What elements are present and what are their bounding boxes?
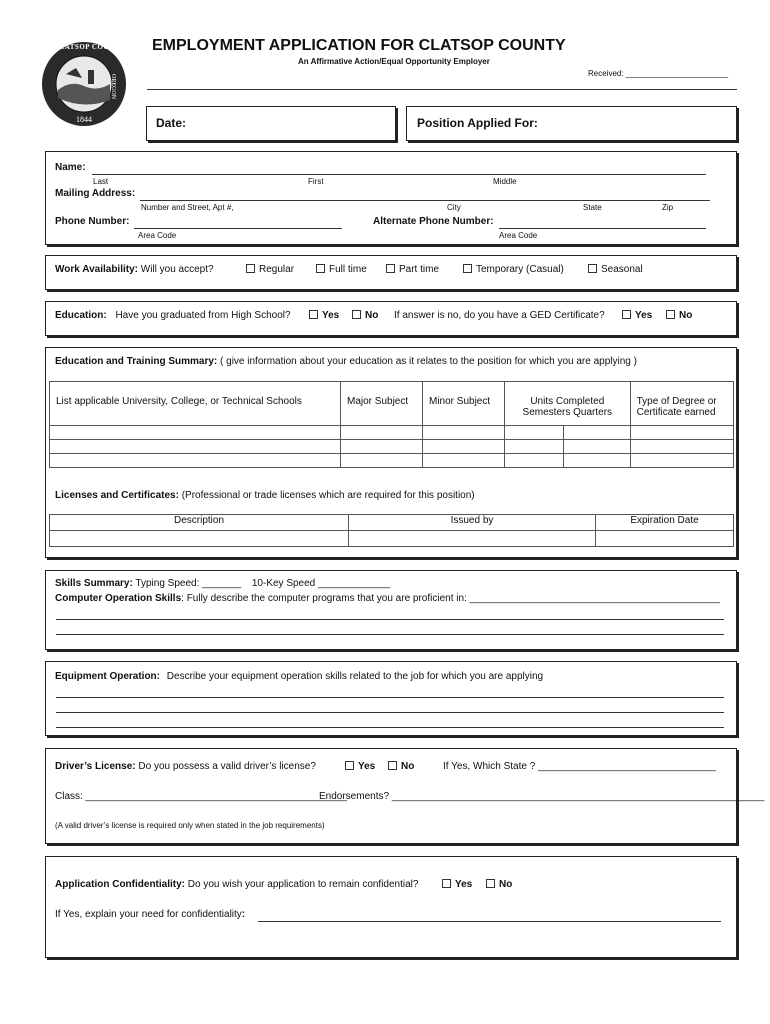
confidential-explain-label: If Yes, explain your need for confidentiality: [55, 909, 242, 920]
ged-yes[interactable]: Yes: [622, 310, 652, 321]
licenses-row: [55, 490, 475, 501]
confidential-explain-row: If Yes, explain your need for confidentiality:: [55, 909, 246, 920]
checkbox-icon: [486, 879, 495, 888]
ged-no[interactable]: No: [666, 310, 692, 321]
personal-info-section: [45, 151, 737, 245]
checkbox-icon: [316, 264, 325, 273]
header-rule: [147, 89, 737, 90]
phone-label: Phone Number:: [55, 216, 130, 227]
name-input-line[interactable]: [92, 174, 706, 175]
confidential-label: Application Confidentiality:: [55, 879, 185, 890]
checkbox-icon: [463, 264, 472, 273]
confidential-question: Do you wish your application to remain confidential?: [187, 879, 419, 890]
state-hint: State: [583, 203, 602, 212]
training-header-row: [50, 382, 734, 426]
seal-text-top: CLATSOP COUNTY: [54, 43, 126, 51]
area-code-hint-2: Area Code: [499, 231, 538, 240]
date-label: Date:: [156, 116, 187, 130]
seal-text-side: OREGON: [110, 74, 116, 99]
col-schools: List applicable University, College, or Technical Schools: [50, 382, 341, 426]
form-subtitle: An Affirmative Action/Equal Opportunity Employer: [298, 57, 490, 66]
name-label: Name:: [55, 162, 86, 173]
education-label: Education:: [55, 310, 107, 321]
alt-phone-input-line[interactable]: [499, 228, 706, 229]
confidential-section: [45, 856, 737, 958]
checkbox-icon: [666, 310, 675, 319]
skills-label: Skills Summary:: [55, 578, 133, 589]
ged-question: If answer is no, do you have a GED Certificate?: [394, 310, 605, 321]
checkbox-icon: [388, 761, 397, 770]
driver-row: [55, 761, 316, 772]
equipment-line-1[interactable]: [56, 697, 724, 698]
seal-graphic: [36, 40, 132, 128]
typing-speed-field[interactable]: Typing Speed: _______: [135, 578, 242, 589]
equipment-section: [45, 661, 737, 736]
option-regular[interactable]: Regular: [246, 264, 294, 275]
street-hint: Number and Street, Apt #,: [141, 203, 234, 212]
zip-hint: Zip: [662, 203, 674, 212]
option-temporary[interactable]: Temporary (Casual): [463, 264, 564, 275]
form-title: EMPLOYMENT APPLICATION FOR CLATSOP COUNTY: [152, 37, 566, 54]
education-section: [45, 301, 737, 336]
col-minor: Minor Subject: [423, 382, 505, 426]
equipment-label: Equipment Operation:: [55, 671, 160, 682]
driver-section: [45, 748, 765, 844]
driver-class-field[interactable]: Class: _______________________________________________: [55, 791, 347, 802]
licenses-table: [49, 514, 734, 547]
last-hint: Last: [93, 177, 109, 186]
licenses-label: Licenses and Certificates:: [55, 490, 179, 501]
position-box[interactable]: [406, 106, 737, 141]
col-degree: Type of Degree or Certificate earned: [630, 382, 733, 426]
col-units: Units Completed Semesters Quarters: [505, 382, 631, 426]
training-label: Education and Training Summary:: [55, 356, 218, 367]
date-box[interactable]: [146, 106, 396, 141]
computer-skills-question[interactable]: : Fully describe the computer programs that you are proficient in: _____________________________________________: [181, 593, 720, 604]
mailing-input-line[interactable]: [140, 200, 710, 201]
received-field[interactable]: Received: _______________________: [588, 69, 729, 78]
checkbox-icon: [309, 310, 318, 319]
option-seasonal[interactable]: Seasonal: [588, 264, 643, 275]
checkbox-icon: [352, 310, 361, 319]
licenses-desc: (Professional or trade licenses which are required for this position): [181, 490, 475, 501]
position-label: Position Applied For:: [417, 116, 538, 130]
availability-label: Work Availability:: [55, 264, 138, 275]
skills-section: [45, 570, 737, 650]
option-full-time[interactable]: Full time: [316, 264, 367, 275]
checkbox-icon: [442, 879, 451, 888]
driver-yes[interactable]: Yes: [345, 761, 375, 772]
computer-line-2[interactable]: [56, 634, 724, 635]
computer-skills-label: Computer Operation Skills: [55, 593, 182, 604]
table-row[interactable]: [50, 426, 734, 440]
availability-row: [55, 264, 214, 275]
equipment-line-3[interactable]: [56, 727, 724, 728]
checkbox-icon: [622, 310, 631, 319]
driver-label: Driver’s License:: [55, 761, 136, 772]
middle-hint: Middle: [493, 177, 517, 186]
driver-state-field[interactable]: If Yes, Which State ? ________________________________: [443, 761, 717, 772]
equipment-row: [55, 671, 543, 682]
equipment-line-2[interactable]: [56, 712, 724, 713]
availability-question: Will you accept?: [140, 264, 214, 275]
computer-line-1[interactable]: [56, 619, 724, 620]
driver-question: Do you possess a valid driver’s license?: [138, 761, 316, 772]
seal-year: 1844: [76, 115, 92, 124]
hs-yes[interactable]: Yes: [309, 310, 339, 321]
col-major: Major Subject: [341, 382, 423, 426]
driver-note: (A valid driver’s license is required only when stated in the job requirements): [55, 821, 325, 830]
checkbox-icon: [386, 264, 395, 273]
table-row[interactable]: [50, 454, 734, 468]
option-part-time[interactable]: Part time: [386, 264, 439, 275]
mailing-label: Mailing Address:: [55, 188, 136, 199]
tenkey-speed-field[interactable]: 10-Key Speed _____________: [251, 578, 391, 589]
city-hint: City: [447, 203, 461, 212]
checkbox-icon: [345, 761, 354, 770]
availability-section: [45, 255, 737, 290]
checkbox-icon: [246, 264, 255, 273]
driver-no[interactable]: No: [388, 761, 414, 772]
county-seal: [36, 40, 132, 128]
first-hint: First: [308, 177, 324, 186]
checkbox-icon: [588, 264, 597, 273]
col-issued-by: Issued by: [349, 515, 596, 531]
alt-phone-label: Alternate Phone Number:: [373, 216, 494, 227]
typing-row: [55, 578, 390, 589]
table-row[interactable]: [50, 531, 734, 547]
col-description: Description: [50, 515, 349, 531]
licenses-header-row: [50, 515, 734, 531]
hs-no[interactable]: No: [352, 310, 378, 321]
education-question: Have you graduated from High School?: [115, 310, 291, 321]
table-row[interactable]: [50, 440, 734, 454]
phone-input-line[interactable]: [134, 228, 342, 229]
education-row: [55, 310, 291, 321]
training-table: [49, 381, 734, 468]
training-desc: ( give information about your education as it relates to the position for which you are applying ): [220, 356, 637, 367]
equipment-question: Describe your equipment operation skills related to the job for which you are applying: [166, 671, 544, 682]
confidential-explain-line[interactable]: [258, 921, 721, 922]
driver-endorse-field[interactable]: Endorsements? ___________________________________________________________________: [319, 791, 765, 802]
computer-row: [55, 593, 720, 604]
training-row: [55, 356, 637, 367]
area-code-hint: Area Code: [138, 231, 177, 240]
confidential-row: [55, 879, 418, 890]
training-section: [45, 347, 737, 558]
confidential-no[interactable]: No: [486, 879, 512, 890]
col-expiration: Expiration Date: [596, 515, 734, 531]
confidential-yes[interactable]: Yes: [442, 879, 472, 890]
